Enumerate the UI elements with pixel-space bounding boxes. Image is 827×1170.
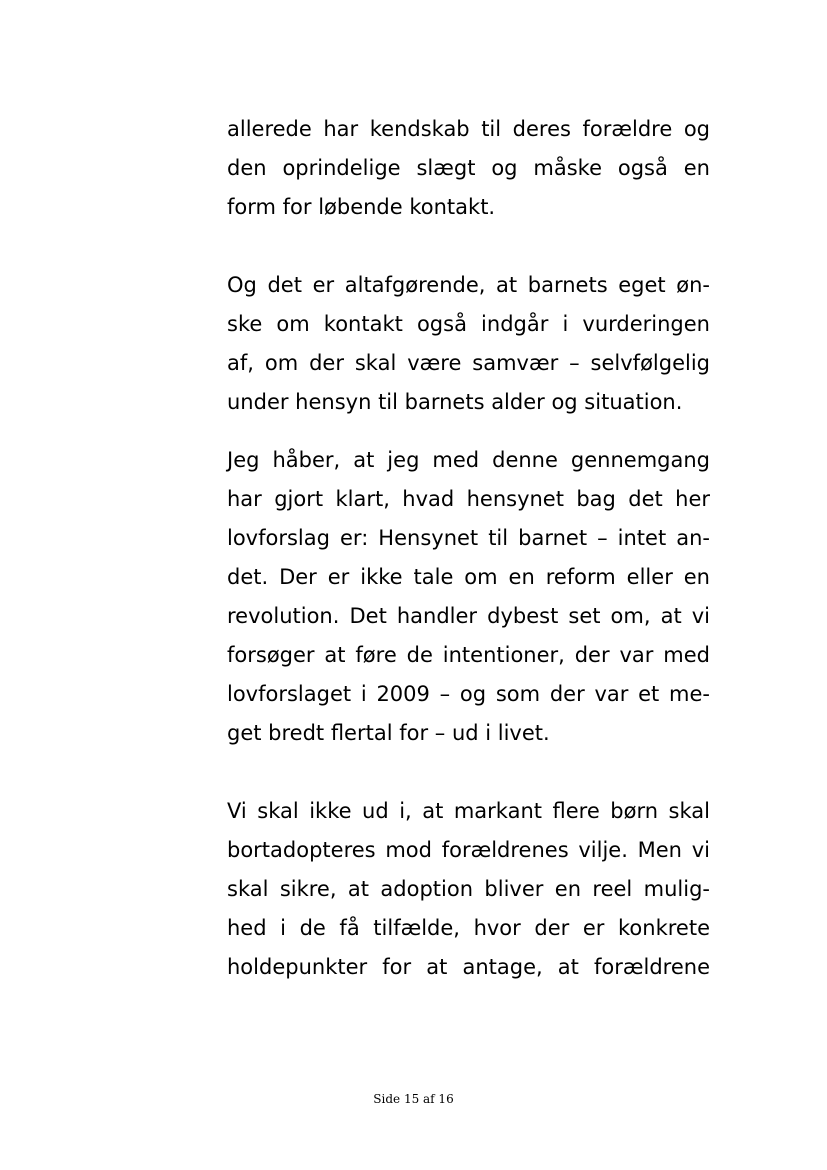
text-line: under hensyn til barnets alder og situation. [227, 390, 683, 414]
paragraph-spacer [227, 753, 710, 792]
text-line: Vi skal ikke ud i, at markant flere børn skal [227, 799, 710, 823]
paragraph-3 [227, 441, 710, 753]
text-line: hed i de få tilfælde, hvor der er konkrete [227, 916, 710, 940]
text-line: form for løbende kontakt. [227, 195, 496, 219]
text-line: den oprindelige slægt og måske også en [227, 156, 710, 180]
text-line: revolution. Det handler dybest set om, at vi [227, 604, 710, 628]
text-line: forsøger at føre de intentioner, der var med [227, 643, 710, 667]
text-line: det. Der er ikke tale om en reform eller en [227, 565, 710, 589]
text-line: allerede har kendskab til deres forældre og [227, 117, 710, 141]
paragraph-4 [227, 792, 710, 987]
body-text [227, 110, 710, 987]
text-line: ske om kontakt også indgår i vurderingen [227, 312, 710, 336]
text-line: af, om der skal være samvær – selvfølgelig [227, 351, 710, 375]
page-number-footer: Side 15 af 16 [373, 1092, 454, 1106]
paragraph-spacer [227, 422, 710, 441]
paragraph-1 [227, 110, 710, 227]
text-line: bortadopteres mod forældrenes vilje. Men vi [227, 838, 710, 862]
text-line: har gjort klart, hvad hensynet bag det her [227, 487, 710, 511]
paragraph-spacer [227, 227, 710, 266]
paragraph-2 [227, 266, 710, 422]
text-line: Jeg håber, at jeg med denne gennemgang [227, 448, 710, 472]
text-line: get bredt flertal for – ud i livet. [227, 721, 550, 745]
text-line: holdepunkter for at antage, at forældrene [227, 955, 710, 979]
text-line: lovforslaget i 2009 – og som der var et me- [227, 682, 710, 706]
text-line: lovforslag er: Hensynet til barnet – intet an- [227, 526, 710, 550]
text-line: skal sikre, at adoption bliver en reel mulig- [227, 877, 710, 901]
text-line: Og det er altafgørende, at barnets eget øn- [227, 273, 710, 297]
